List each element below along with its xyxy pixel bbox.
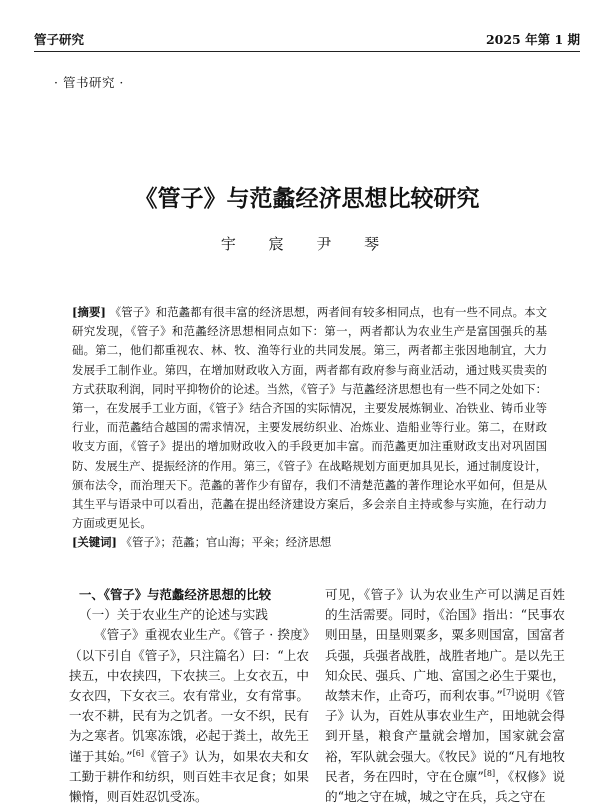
running-header <box>34 30 580 52</box>
paragraph-text: 《管子》重视农业生产。《管子 · 揆度》（以下引自《管子》，只注篇名）曰：“上农挟五，中农挟四，下农挟三。上女衣五，中女衣四，下女衣三。农有常业，女有常事。一农不耕，民有为之饥者。一女不织，民有为之寒者。饥寒冻饿，必起于粪土，故先王谨于其始。” <box>69 627 309 764</box>
citation-ref: [6] <box>132 748 144 758</box>
abstract-text: 《管子》和范蠡都有很丰富的经济思想，两者间有较多相同点，也有一些不同点。本文研究发现，《管子》和范蠡经济思想相同点如下：第一，两者都认为农业生产是富国强兵的基础。第二，他们都重视农、林、牧、渔等行业的共同发展。第三，两者都主张因地制宜，大力发展手工制作业。第四，在增加财政收入方面，两者都有政府参与商业活动，通过贱买贵卖的方式获取利润，同时平抑物价的论述。当然，《管子》与范蠡经济思想也有一些不同之处如下：第一，在发展手工业方面，《管子》结合齐国的实际情况，主要发展炼铜业、冶铁业、铸币业等行业，而范蠡结合越国的需求情况，主要发展纺织业、冶炼业、造船业等行业。第二，在财政收支方面，《管子》提出的增加财政收入的手段更加丰富。而范蠡更加注重财政支出对巩固国防、发展生产、提振经济的作用。第三，《管子》在战略规划方面更加具见长，通过制度设计，颁布法令，而治理天下。范蠡的著作少有留存，我们不清楚范蠡的著作理论水平如何，但是从其生平与语录中可以看出，范蠡在提出经济建设方案后，多会亲自主持或参与实施，在行动力方面或更见长。 <box>72 305 548 531</box>
subsection-heading: （一）关于农业生产的论述与实践 <box>79 607 268 623</box>
section-heading: 一、《管子》与范蠡经济思想的比较 <box>79 587 272 602</box>
article-title: 《管子》与范蠡经济思想比较研究 <box>134 186 480 212</box>
paragraph-text: 《管子》认为，如果农夫和女工勤于耕作和纺织，则百姓丰衣足食；如果懒惰，则百姓忍饥受冻。 <box>69 748 310 805</box>
journal-name: 管子研究 <box>34 32 85 47</box>
abstract-label: [摘要] <box>72 305 106 319</box>
abstract <box>72 303 547 533</box>
keywords-text: 《管子》；范蠡；官山海；平籴；经济思想 <box>120 535 332 549</box>
column-tag: · 管书研究 · <box>54 75 124 90</box>
body-column-right <box>325 585 565 807</box>
authors: 宇 宸 尹 琴 <box>220 235 394 253</box>
body-column-left <box>69 585 309 807</box>
paragraph-text: 可见，《管子》认为农业生产可以满足百姓的生活需要。同时，《治国》指出：“民事农则田垦，田垦则粟多，粟多则国富，国富者兵强，兵强者战胜，战胜者地广。是以先王知众民、强兵、广地、富国之必生于粟也，故禁末作，止奇巧，而利农事。” <box>325 587 565 704</box>
citation-ref: [8] <box>483 768 496 778</box>
keywords <box>72 533 547 552</box>
body-paragraph <box>325 585 565 807</box>
body-paragraph <box>69 625 309 807</box>
keywords-label: [关键词] <box>72 535 117 549</box>
citation-ref: [7] <box>502 687 515 697</box>
issue-label: 2025 年第 1 期 <box>485 32 580 47</box>
paragraph-text: ，《权修》说的“地之守在城，城之守在兵，兵之守在 <box>325 768 565 805</box>
paragraph-text: 说明《管子》认为，百姓从事农业生产，田地就会得到开垦，粮食产量就会增加，国家就会富裕，军队就会强大。《牧民》说的“凡有地牧民者，务在四时，守在仓廪” <box>325 688 565 784</box>
